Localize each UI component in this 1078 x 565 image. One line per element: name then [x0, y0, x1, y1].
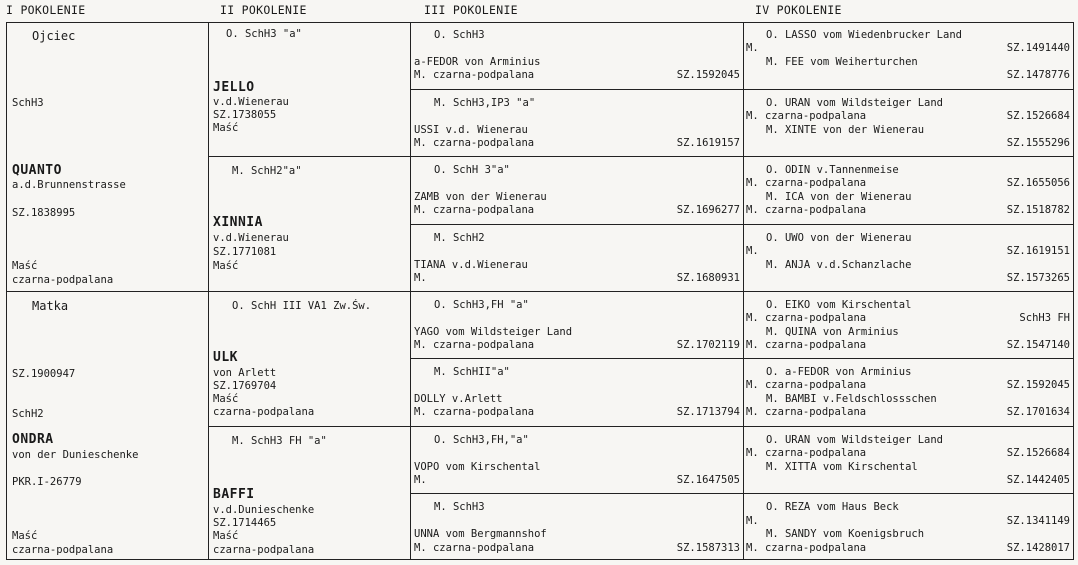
gen3-color: M. czarna-podpalana [414, 137, 535, 149]
gen2-name: JELLO [213, 80, 255, 95]
gen3-color: M. czarna-podpalana [414, 542, 535, 554]
gen2-kennel: v.d.Wienerau [213, 96, 289, 108]
gen3-title: O. SchH3,FH "a" [434, 299, 529, 311]
gen4-sire: O. UWO von der Wienerau [766, 232, 912, 244]
gen2-title: O. SchH III VA1 Zw.Św. [232, 300, 372, 312]
gen3-name: YAGO vom Wildsteiger Land [414, 326, 573, 338]
gen4-color: M. czarna-podpalana [746, 204, 867, 216]
gen3-color: M. [414, 272, 427, 284]
gen4-reg: SchH3 FH [1019, 312, 1070, 324]
gen4-dam: M. SANDY vom Koenigsbruch [766, 528, 925, 540]
gen4-color: M. czarna-podpalana [746, 177, 867, 189]
gen2-color: Maść [213, 260, 239, 272]
gen3-title: O. SchH3,FH,"a" [434, 434, 529, 446]
gen4-reg: SZ.1491440 [1006, 42, 1070, 54]
gen4-reg: SZ.1341149 [1006, 515, 1070, 527]
dam-name: ONDRA [12, 432, 54, 447]
gen4-color: M. czarna-podpalana [746, 312, 867, 324]
dam-title: SchH2 [12, 408, 44, 420]
gen4-color: M. czarna-podpalana [746, 542, 867, 554]
gen3-title: M. SchH3 [434, 501, 485, 513]
gen4-reg: SZ.1655056 [1006, 177, 1070, 189]
gen3-name: a-FEDOR von Arminius [414, 56, 541, 68]
header-gen2: II POKOLENIE [220, 3, 307, 17]
gen3-color: M. czarna-podpalana [414, 69, 535, 81]
gen3-name: TIANA v.d.Wienerau [414, 259, 528, 271]
dam-color: czarna-podpalana [12, 544, 114, 556]
dam-color-label: Maść [12, 530, 38, 542]
gen4-reg: SZ.1518782 [1006, 204, 1070, 216]
gen4-dam: M. ICA von der Wienerau [766, 191, 912, 203]
gen4-reg: SZ.1442405 [1006, 474, 1070, 486]
gen3-reg: SZ.1713794 [676, 406, 740, 418]
gen3-color: M. czarna-podpalana [414, 339, 535, 351]
gen4-sire: O. URAN vom Wildsteiger Land [766, 434, 944, 446]
gen2-name: XINNIA [213, 215, 263, 230]
gen4-reg: SZ.1573265 [1006, 272, 1070, 284]
gen2-title: O. SchH3 "a" [226, 28, 302, 40]
gen3-reg: SZ.1592045 [676, 69, 740, 81]
gen3-color: M. czarna-podpalana [414, 406, 535, 418]
gen2-reg: SZ.1714465 [213, 517, 277, 529]
gen2-color2: czarna-podpalana [213, 406, 315, 418]
gen3-reg: SZ.1696277 [676, 204, 740, 216]
gen4-color: M. [746, 245, 759, 257]
header-gen3: III POKOLENIE [424, 3, 518, 17]
gen4-sire: O. URAN vom Wildsteiger Land [766, 97, 944, 109]
gen4-reg: SZ.1478776 [1006, 69, 1070, 81]
gen4-reg: SZ.1555296 [1006, 137, 1070, 149]
sire-color-label: Maść [12, 260, 38, 272]
gen2-title: M. SchH3 FH "a" [232, 435, 327, 447]
dam-kennel: von der Dunieschenke [12, 449, 139, 461]
gen4-sire: O. REZA vom Haus Beck [766, 501, 899, 513]
gen4-dam: M. BAMBI v.Feldschlossschen [766, 393, 937, 405]
gen3-name: UNNA vom Bergmannshof [414, 528, 547, 540]
sire-label: Ojciec [32, 29, 76, 43]
gen2-title: M. SchH2"a" [232, 165, 302, 177]
gen3-color: M. czarna-podpalana [414, 204, 535, 216]
gen4-color: M. [746, 42, 759, 54]
gen2-reg: SZ.1738055 [213, 109, 277, 121]
gen3-reg: SZ.1702119 [676, 339, 740, 351]
gen2-kennel: v.d.Dunieschenke [213, 504, 315, 516]
gen4-color: M. czarna-podpalana [746, 447, 867, 459]
header-gen1: I POKOLENIE [6, 3, 86, 17]
gen4-reg: SZ.1526684 [1006, 447, 1070, 459]
gen4-dam: M. XINTE von der Wienerau [766, 124, 925, 136]
gen2-name: ULK [213, 350, 238, 365]
gen4-reg: SZ.1547140 [1006, 339, 1070, 351]
gen4-reg: SZ.1526684 [1006, 110, 1070, 122]
gen4-reg: SZ.1592045 [1006, 379, 1070, 391]
gen4-dam: M. XITTA vom Kirschental [766, 461, 918, 473]
gen4-dam: M. ANJA v.d.Schanzlache [766, 259, 912, 271]
header-gen4: IV POKOLENIE [755, 3, 842, 17]
gen3-name: DOLLY v.Arlett [414, 393, 503, 405]
gen3-reg: SZ.1647505 [676, 474, 740, 486]
gen2-reg: SZ.1771081 [213, 246, 277, 258]
gen4-dam: M. QUINA von Arminius [766, 326, 899, 338]
gen2-kennel: von Arlett [213, 367, 277, 379]
dam-reg: SZ.1900947 [12, 368, 76, 380]
gen3-name: USSI v.d. Wienerau [414, 124, 528, 136]
gen3-reg: SZ.1619157 [676, 137, 740, 149]
gen2-reg: SZ.1769704 [213, 380, 277, 392]
gen3-title: O. SchH 3"a" [434, 164, 510, 176]
gen3-reg: SZ.1680931 [676, 272, 740, 284]
gen3-name: ZAMB von der Wienerau [414, 191, 547, 203]
gen3-title: M. SchHII"a" [434, 366, 510, 378]
gen4-sire: O. ODIN v.Tannenmeise [766, 164, 899, 176]
dam-pkr: PKR.I-26779 [12, 476, 82, 488]
gen4-color: M. czarna-podpalana [746, 406, 867, 418]
sire-title: SchH3 [12, 97, 44, 109]
gen4-color: M. czarna-podpalana [746, 379, 867, 391]
gen4-reg: SZ.1428017 [1006, 542, 1070, 554]
gen3-title: M. SchH2 [434, 232, 485, 244]
gen3-name: VOPO vom Kirschental [414, 461, 541, 473]
gen4-sire: O. EIKO vom Kirschental [766, 299, 912, 311]
pedigree-table [6, 22, 1074, 560]
gen2-color: Maść [213, 393, 239, 405]
gen3-title: M. SchH3,IP3 "a" [434, 97, 536, 109]
gen2-color: Maść [213, 530, 239, 542]
gen2-color2: czarna-podpalana [213, 544, 315, 556]
gen2-color: Maść [213, 122, 239, 134]
gen4-sire: O. LASSO vom Wiedenbrucker Land [766, 29, 962, 41]
gen3-color: M. [414, 474, 427, 486]
gen4-sire: O. a-FEDOR von Arminius [766, 366, 912, 378]
gen3-reg: SZ.1587313 [676, 542, 740, 554]
sire-reg: SZ.1838995 [12, 207, 76, 219]
gen3-title: O. SchH3 [434, 29, 485, 41]
gen2-name: BAFFI [213, 487, 255, 502]
gen2-kennel: v.d.Wienerau [213, 232, 289, 244]
sire-color: czarna-podpalana [12, 274, 114, 286]
gen4-dam: M. FEE vom Weiherturchen [766, 56, 918, 68]
dam-label: Matka [32, 299, 69, 313]
gen4-color: M. czarna-podpalana [746, 339, 867, 351]
sire-kennel: a.d.Brunnenstrasse [12, 179, 126, 191]
sire-name: QUANTO [12, 163, 62, 178]
gen4-reg: SZ.1619151 [1006, 245, 1070, 257]
gen4-color: M. [746, 515, 759, 527]
gen4-color: M. czarna-podpalana [746, 110, 867, 122]
gen4-reg: SZ.1701634 [1006, 406, 1070, 418]
